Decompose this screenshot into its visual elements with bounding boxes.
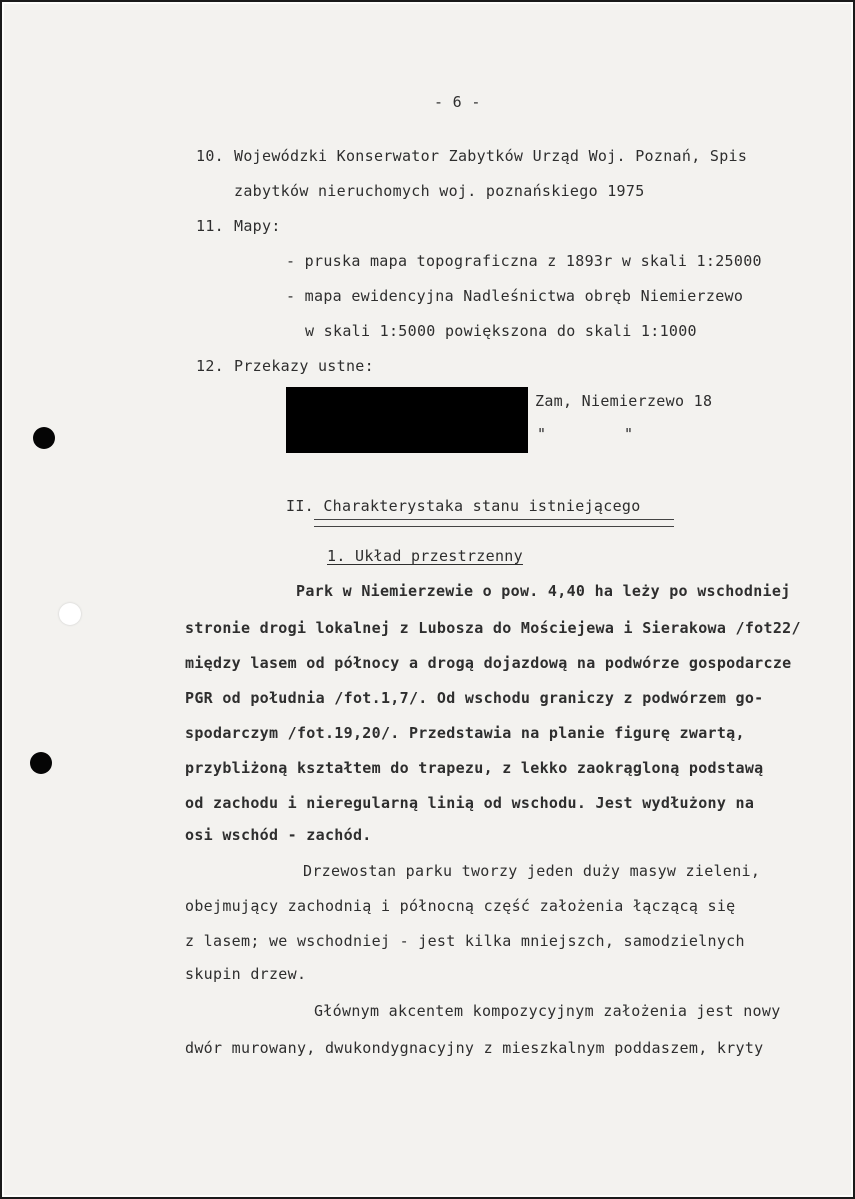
map-list-item: - pruska mapa topograficzna z 1893r w skali 1:25000 — [286, 252, 762, 270]
page-number: - 6 - — [434, 93, 481, 111]
subsection-heading: 1. Układ przestrzenny — [327, 547, 523, 565]
heading-double-underline — [314, 519, 674, 527]
body-line: z lasem; we wschodniej - jest kilka mniejszch, samodzielnych — [185, 932, 745, 950]
body-line: osi wschód - zachód. — [185, 826, 372, 844]
body-line: między lasem od północy a drogą dojazdową na podwórze gospodarcze — [185, 654, 792, 672]
ditto-mark: " — [537, 425, 547, 443]
reference-number: 12. — [196, 357, 224, 375]
map-list-item: w skali 1:5000 powiększona do skali 1:1000 — [305, 322, 697, 340]
body-line: obejmujący zachodnią i północną część założenia łączącą się — [185, 897, 736, 915]
body-line: PGR od południa /fot.1,7/. Od wschodu graniczy z podwórzem go- — [185, 689, 764, 707]
body-line: stronie drogi lokalnej z Lubosza do Mościejewa i Sierakowa /fot22/ — [185, 619, 801, 637]
redaction-block — [286, 387, 528, 453]
body-line: Park w Niemierzewie o pow. 4,40 ha leży po wschodniej — [296, 582, 791, 600]
punch-hole — [59, 603, 81, 625]
ditto-mark: " — [624, 425, 634, 443]
body-line: spodarczym /fot.19,20/. Przedstawia na planie figurę zwartą, — [185, 724, 745, 742]
reference-text: Wojewódzki Konserwator Zabytków Urząd Woj. Poznań, Spis — [234, 147, 748, 165]
reference-text: Mapy: — [234, 217, 281, 235]
reference-text: Przekazy ustne: — [234, 357, 374, 375]
body-line: dwór murowany, dwukondygnacyjny z mieszkalnym poddaszem, kryty — [185, 1039, 764, 1057]
map-list-item: - mapa ewidencyjna Nadleśnictwa obręb Niemierzewo — [286, 287, 744, 305]
oral-source-address: Zam, Niemierzewo 18 — [535, 392, 713, 410]
punch-hole — [30, 752, 52, 774]
reference-text: zabytków nieruchomych woj. poznańskiego 1975 — [234, 182, 645, 200]
body-line: skupin drzew. — [185, 965, 307, 983]
body-line: Drzewostan parku tworzy jeden duży masyw zieleni, — [303, 862, 761, 880]
body-line: przybliżoną kształtem do trapezu, z lekko zaokrągloną podstawą — [185, 759, 764, 777]
body-line: Głównym akcentem kompozycyjnym założenia jest nowy — [314, 1002, 781, 1020]
reference-number: 11. — [196, 217, 224, 235]
reference-number: 10. — [196, 147, 224, 165]
punch-hole — [33, 427, 55, 449]
section-heading: II. Charakterystaka stanu istniejącego — [286, 497, 641, 515]
body-line: od zachodu i nieregularną linią od wschodu. Jest wydłużony na — [185, 794, 755, 812]
